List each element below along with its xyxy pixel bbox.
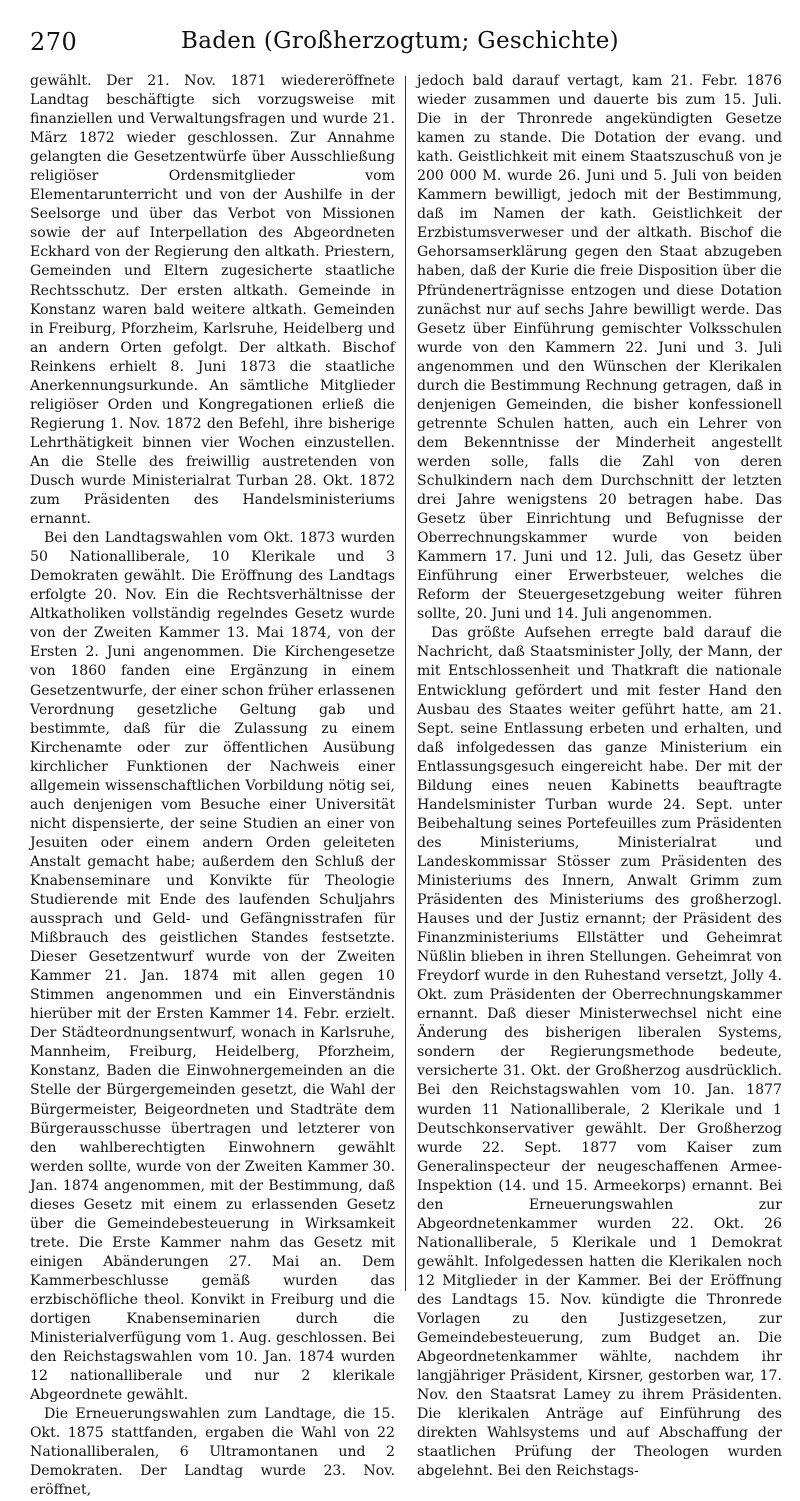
paragraph: jedoch bald darauf vertagt, kam 21. Febr. 1876 wieder zusammen und dauerte bis zum 15. Juli. Die in der Thronrede angekündigten Gesetze kamen zu stande. Die Dotation der evang. und kath. Geistlichkeit mit einem Staatszuschuß von je 200 000 M. wurde 26. Juni und 5. Juli von beiden Kammern bewilligt, jedoch mit der Bestimmung, daß im Namen der kath. Geistlichkeit der Erzbistumsverweser und der altkath. Bischof die Gehorsamserklärung gegen den Staat abzugeben haben, daß der Kurie die freie Disposition über die Pfründenerträgnisse entzogen und diese Dotation zunächst nur auf sechs Jahre bewilligt werde. Das Gesetz über Einführung gemischter Volksschulen wurde von den Kammern 22. Juni und 3. Juli angenommen und den Wünschen der Klerikalen durch die Bestimmung Rechnung getragen, daß in denjenigen Gemeinden, die bisher konfessionell getrennte Schulen hatten, auch ein Lehrer von dem Bekenntnisse der Minderheit angestellt werden solle, falls die Zahl von deren Schulkindern nach dem Durchschnitt der letzten drei Jahre wenigstens 20 betragen habe. Das Gesetz über Einrichtung und Befugnisse der Oberrechnungskammer wurde von beiden Kammern 17. Juni und 12. Juli, das Gesetz über Einführung einer Erwerbsteuer, welches die Reform der Steuergesetzgebung weiter führen sollte, 20. Juni und 14. Juli angenommen. — [417, 73, 782, 623]
page-number: 270 — [30, 28, 78, 56]
paragraph: Bei den Landtagswahlen vom Okt. 1873 wurden 50 Nationalliberale, 10 Klerikale und 3 Demokraten gewählt. Die Eröffnung des Landtags erfolgte 20. Nov. Ein die Rechtsverhältnisse der Altkatholiken vollständig regelndes Gesetz wurde von der Zweiten Kammer 13. Mai 1874, von der Ersten 2. Juni angenommen. Die Kirchengesetze von 1860 fanden eine Ergänzung in einem Gesetzentwurfe, der einer schon früher erlassenen Verordnung gesetzliche Geltung gab und bestimmte, daß für die Zulassung zu einem Kirchenamte oder zur öffentlichen Ausübung kirchlicher Funktionen der Nachweis einer allgemein wissenschaftlichen Vorbildung nötig sei, auch denjenigen vom Besuche einer Universität nicht dispensierte, der seine Studien an einer von Jesuiten oder einem andern Orden geleiteten Anstalt gemacht habe; außerdem den Schluß der Knabenseminare und Konvikte für Theologie Studierende mit Ende des laufenden Schuljahrs aussprach und Geld- und Gefängnisstrafen für Mißbrauch des geistlichen Standes festsetzte. Dieser Gesetzentwurf wurde von der Zweiten Kammer 21. Jan. 1874 mit allen gegen 10 Stimmen angenommen und ein Einverständnis hierüber mit der Ersten Kammer 14. Febr. erzielt. Der Städteordnungsentwurf, wonach in Karlsruhe, Mannheim, Freiburg, Heidelberg, Pforzheim, Konstanz, Baden die Einwohnergemeinden an die Stelle der Bürgergemeinden gesetzt, die Wahl der Bürgermeister, Beigeordneten und Stadträte dem Bürgerausschusse übertragen und letzterer von den wahlberechtigten Einwohnern gewählt werden sollte, wurde von der Zweiten Kammer 30. Jan. 1874 angenommen, mit der Bestimmung, daß dieses Gesetz mit einem zu erlassenden Gesetz über die Gemeindebesteuerung in Wirksamkeit trete. Die Erste Kammer nahm das Gesetz mit einigen Abänderungen 27. Mai an. Dem Kammerbeschlusse gemäß wurden das erzbischöfliche theol. Konvikt in Freiburg und die dortigen Knabenseminarien durch die Ministerialverfügung vom 1. Aug. geschlossen. Bei den Reichstagswahlen vom 10. Jan. 1874 wurden 12 nationalliberale und nur 2 klerikale Abgeordnete gewählt. — [30, 530, 395, 1404]
paragraph: Das größte Aufsehen erregte bald darauf die Nachricht, daß Staatsminister Jolly, der Mann, der mit Entschlossenheit und Thatkraft die nationale Entwicklung gefördert und mit fester Hand den Ausbau des Staates weiter geführt hatte, am 21. Sept. seine Entlassung erbeten und erhalten, und daß infolgedessen das ganze Ministerium ein Entlassungsgesuch eingereicht habe. Der mit der Bildung eines neuen Kabinetts beauftragte Handelsminister Turban wurde 24. Sept. unter Beibehaltung seines Portefeuilles zum Präsidenten des Ministeriums, Ministerialrat und Landeskommissar Stösser zum Präsidenten des Ministeriums des Innern, Anwalt Grimm zum Präsidenten des Ministeriums des großherzogl. Hauses und der Justiz ernannt; der Präsident des Finanzministeriums Ellstätter und Geheimrat Nüßlin blieben in ihren Stellungen. Geheimrat von Freydorf wurde in den Ruhestand versetzt, Jolly 4. Okt. zum Präsidenten der Oberrechnungskammer ernannt. Daß dieser Ministerwechsel nicht eine Änderung des bisherigen liberalen Systems, sondern der Regierungsmethode bedeute, versicherte 31. Okt. der Großherzog ausdrücklich. Bei den Reichstagswahlen vom 10. Jan. 1877 wurden 11 Nationalliberale, 2 Klerikale und 1 Deutschkonservativer gewählt. Der Großherzog wurde 22. Sept. 1877 vom Kaiser zum Generalinspecteur der neugeschaffenen Armee-Inspektion (14. und 15. Armeekorps) ernannt. Bei den Erneuerungswahlen zur Abgeordnetenkammer wurden 22. Okt. 26 Nationalliberale, 5 Klerikale und 1 Demokrat gewählt. Infolgedessen hatten die Klerikalen noch 12 Mitglieder in der Kammer. Bei der Eröffnung des Landtags 15. Nov. kündigte die Thronrede Vorlagen zu den Justizgesetzen, zur Gemeindebesteuerung, zum Budget an. Die Abgeordnetenkammer wählte, nachdem ihr langjähriger Präsident, Kirsner, gestorben war, 17. Nov. den Staatsrat Lamey zu ihrem Präsidenten. Die klerikalen Anträge auf Einführung des direkten Wahlsystems und auf Abschaffung der staatlichen Prüfung der Theologen wurden abgelehnt. Bei den Reichstags- — [417, 625, 782, 1480]
page-header — [30, 28, 770, 68]
paragraph: Die Erneuerungswahlen zum Landtage, die 15. Okt. 1875 stattfanden, ergaben die Wahl von 22 Nationalliberalen, 6 Ultramontanen und 2 Demokraten. Der Landtag wurde 23. Nov. eröffnet, — [30, 1406, 395, 1499]
right-column — [417, 72, 782, 1480]
text-columns — [30, 72, 782, 1499]
running-head: Baden (Großherzogtum; Geschichte) — [181, 28, 619, 54]
paragraph: gewählt. Der 21. Nov. 1871 wiedereröffnete Landtag beschäftigte sich vorzugsweise mit finanziellen und Verwaltungsfragen und wurde 21. März 1872 wieder geschlossen. Zur Annahme gelangten die Gesetzentwürfe über Ausschließung religiöser Ordensmitglieder vom Elementarunterricht und von der Aushilfe in der Seelsorge und über das Verbot von Missionen sowie der auf Interpellation des Abgeordneten Eckhard von der Regierung den altkath. Priestern, Gemeinden und Eltern zugesicherte staatliche Rechtsschutz. Der ersten altkath. Gemeinde in Konstanz waren bald weitere altkath. Gemeinden in Freiburg, Pforzheim, Karlsruhe, Heidelberg und an andern Orten gefolgt. Der altkath. Bischof Reinkens erhielt 8. Juni 1873 die staatliche Anerkennungsurkunde. An sämtliche Mitglieder religiöser Orden und Kongregationen erließ die Regierung 1. Nov. 1872 den Befehl, ihre bisherige Lehrthätigkeit binnen vier Wochen einzustellen. An die Stelle des freiwillig austretenden von Dusch wurde Ministerialrat Turban 28. Okt. 1872 zum Präsidenten des Handelsministeriums ernannt. — [30, 73, 395, 528]
left-column — [30, 72, 395, 1499]
column-divider — [405, 76, 406, 1291]
